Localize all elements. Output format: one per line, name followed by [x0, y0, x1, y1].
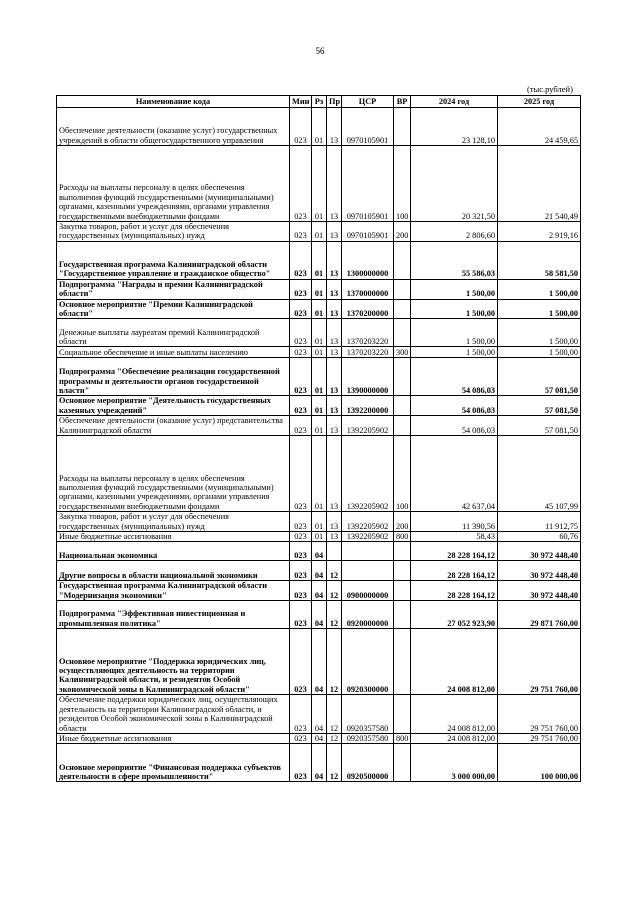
- row-name-cell: Основное мероприятие "Поддержка юридических лиц, осуществляющих деятельность на территории Калининградской области, и резидентов Особой экономической зоны в Калининградской области": [57, 629, 290, 695]
- page-number: 56: [315, 46, 325, 56]
- row-name-cell: Закупка товаров, работ и услуг для обеспечения государственных (муниципальных) нужд: [57, 222, 290, 242]
- row-rz-cell: 04: [312, 542, 327, 561]
- row-min-cell: 023: [290, 744, 312, 782]
- row-2024-cell: 1 500,00: [411, 347, 498, 358]
- row-csr-cell: 1370200000: [342, 299, 394, 319]
- row-rz-cell: 01: [312, 416, 327, 436]
- table-row: [57, 279, 581, 299]
- row-pr-cell: 13: [327, 319, 342, 347]
- row-min-cell: 023: [290, 222, 312, 242]
- row-rz-cell: 01: [312, 512, 327, 532]
- row-vr-cell: 200: [394, 512, 411, 532]
- row-rz-cell: 04: [312, 744, 327, 782]
- row-csr-cell: 0920000000: [342, 601, 394, 629]
- row-2024-cell: 58,43: [411, 532, 498, 542]
- table-row: [57, 358, 581, 396]
- row-min-cell: 023: [290, 279, 312, 299]
- row-name-cell: Подпрограмма "Эффективная инвестиционная и промышленная политика": [57, 601, 290, 629]
- row-vr-cell: 100: [394, 436, 411, 512]
- table-row: [57, 436, 581, 512]
- row-name-cell: Иные бюджетные ассигнования: [57, 733, 290, 743]
- row-rz-cell: 01: [312, 146, 327, 222]
- row-2025-cell: 1 500,00: [498, 319, 581, 347]
- row-2024-cell: 27 052 923,90: [411, 601, 498, 629]
- units-label: (тыс.рублей): [527, 84, 573, 94]
- row-2025-cell: 60,76: [498, 532, 581, 542]
- row-pr-cell: 13: [327, 241, 342, 279]
- row-2024-cell: 23 128,10: [411, 108, 498, 146]
- row-min-cell: 023: [290, 108, 312, 146]
- row-2024-cell: 42 637,04: [411, 436, 498, 512]
- row-name-cell: Государственная программа Калининградской области "Модернизация экономики": [57, 581, 290, 601]
- row-2025-cell: 24 459,65: [498, 108, 581, 146]
- row-2025-cell: 30 972 448,40: [498, 561, 581, 581]
- row-name-cell: Расходы на выплаты персоналу в целях обеспечения выполнения функций государственными (муниципальными) органами, казенными учреждениями, органами управления государственными внебюджетными фондами: [57, 146, 290, 222]
- row-csr-cell: 1370203220: [342, 319, 394, 347]
- row-2025-cell: 29 751 760,00: [498, 629, 581, 695]
- row-vr-cell: [394, 581, 411, 601]
- row-name-cell: Другие вопросы в области национальной экономики: [57, 561, 290, 581]
- row-min-cell: 023: [290, 241, 312, 279]
- row-vr-cell: [394, 744, 411, 782]
- row-min-cell: 023: [290, 299, 312, 319]
- row-rz-cell: 01: [312, 347, 327, 358]
- header-2024: 2024 год: [411, 96, 498, 108]
- row-min-cell: 023: [290, 396, 312, 416]
- row-2025-cell: 57 081,50: [498, 416, 581, 436]
- table-row: [57, 532, 581, 542]
- row-csr-cell: 0920500000: [342, 744, 394, 782]
- row-rz-cell: 04: [312, 629, 327, 695]
- table-header-row: [57, 96, 581, 108]
- table-row: [57, 733, 581, 743]
- row-rz-cell: 01: [312, 319, 327, 347]
- row-pr-cell: 13: [327, 347, 342, 358]
- row-rz-cell: 04: [312, 601, 327, 629]
- row-2025-cell: 45 107,99: [498, 436, 581, 512]
- row-pr-cell: [327, 542, 342, 561]
- row-min-cell: 023: [290, 695, 312, 734]
- row-pr-cell: 13: [327, 512, 342, 532]
- row-csr-cell: 0920300000: [342, 629, 394, 695]
- row-name-cell: Обеспечение поддержки юридических лиц, осуществляющих деятельность на территории Калининградской области, и резидентов Особой экономической зоны в Калининградской области: [57, 695, 290, 734]
- row-vr-cell: [394, 695, 411, 734]
- row-pr-cell: 13: [327, 222, 342, 242]
- row-2025-cell: 57 081,50: [498, 358, 581, 396]
- table-row: [57, 629, 581, 695]
- row-min-cell: 023: [290, 532, 312, 542]
- header-min: Мин: [290, 96, 312, 108]
- row-rz-cell: 01: [312, 358, 327, 396]
- row-pr-cell: 13: [327, 396, 342, 416]
- table-row: [57, 581, 581, 601]
- row-rz-cell: 01: [312, 279, 327, 299]
- row-2024-cell: 54 086,03: [411, 358, 498, 396]
- row-2024-cell: 28 228 164,12: [411, 542, 498, 561]
- row-csr-cell: 0970105901: [342, 222, 394, 242]
- row-vr-cell: 200: [394, 222, 411, 242]
- row-min-cell: 023: [290, 416, 312, 436]
- row-name-cell: Обеспечение деятельности (оказание услуг) представительства Калининградской области: [57, 416, 290, 436]
- row-pr-cell: 13: [327, 108, 342, 146]
- row-pr-cell: 12: [327, 695, 342, 734]
- row-min-cell: 023: [290, 146, 312, 222]
- row-min-cell: 023: [290, 581, 312, 601]
- row-2024-cell: 11 390,56: [411, 512, 498, 532]
- row-min-cell: 023: [290, 347, 312, 358]
- row-min-cell: 023: [290, 542, 312, 561]
- row-pr-cell: 13: [327, 279, 342, 299]
- row-vr-cell: 300: [394, 347, 411, 358]
- row-vr-cell: 800: [394, 532, 411, 542]
- row-2025-cell: 57 081,50: [498, 396, 581, 416]
- row-csr-cell: 1370000000: [342, 279, 394, 299]
- row-csr-cell: 1392205902: [342, 436, 394, 512]
- header-vr: ВР: [394, 96, 411, 108]
- table-row: [57, 561, 581, 581]
- row-vr-cell: [394, 396, 411, 416]
- row-csr-cell: 1392205902: [342, 416, 394, 436]
- row-csr-cell: 0920357580: [342, 695, 394, 734]
- budget-table: [56, 95, 581, 782]
- table-row: [57, 396, 581, 416]
- header-rz: Рз: [312, 96, 327, 108]
- row-csr-cell: 0970105901: [342, 108, 394, 146]
- row-csr-cell: [342, 561, 394, 581]
- row-2024-cell: 54 086,03: [411, 396, 498, 416]
- row-pr-cell: 13: [327, 436, 342, 512]
- table-row: [57, 222, 581, 242]
- row-min-cell: 023: [290, 436, 312, 512]
- row-2025-cell: 1 500,00: [498, 299, 581, 319]
- row-2024-cell: 24 008 812,00: [411, 733, 498, 743]
- row-vr-cell: [394, 108, 411, 146]
- row-name-cell: Подпрограмма "Награды и премии Калининградской области": [57, 279, 290, 299]
- table-row: [57, 542, 581, 561]
- row-pr-cell: 13: [327, 416, 342, 436]
- row-2024-cell: 1 500,00: [411, 319, 498, 347]
- row-vr-cell: [394, 358, 411, 396]
- row-csr-cell: 1390000000: [342, 358, 394, 396]
- row-pr-cell: 13: [327, 358, 342, 396]
- row-2024-cell: 3 000 000,00: [411, 744, 498, 782]
- row-rz-cell: 04: [312, 561, 327, 581]
- row-2024-cell: 28 228 164,12: [411, 581, 498, 601]
- row-rz-cell: 01: [312, 299, 327, 319]
- row-vr-cell: [394, 629, 411, 695]
- row-min-cell: 023: [290, 561, 312, 581]
- row-pr-cell: 12: [327, 601, 342, 629]
- table-row: [57, 512, 581, 532]
- row-2024-cell: 55 586,03: [411, 241, 498, 279]
- row-name-cell: Социальное обеспечение и иные выплаты населению: [57, 347, 290, 358]
- row-vr-cell: [394, 542, 411, 561]
- row-2024-cell: 24 008 812,00: [411, 695, 498, 734]
- table-row: [57, 744, 581, 782]
- row-name-cell: Денежные выплаты лауреатам премий Калининградской области: [57, 319, 290, 347]
- row-2025-cell: 30 972 448,40: [498, 581, 581, 601]
- row-rz-cell: 04: [312, 581, 327, 601]
- table-row: [57, 241, 581, 279]
- row-min-cell: 023: [290, 358, 312, 396]
- row-vr-cell: [394, 279, 411, 299]
- row-name-cell: Основное мероприятие "Финансовая поддержка субъектов деятельности в сфере промышленности": [57, 744, 290, 782]
- header-csr: ЦСР: [342, 96, 394, 108]
- row-2025-cell: 21 540,49: [498, 146, 581, 222]
- row-min-cell: 023: [290, 512, 312, 532]
- row-2025-cell: 1 500,00: [498, 279, 581, 299]
- table-row: [57, 601, 581, 629]
- row-pr-cell: 12: [327, 581, 342, 601]
- table-row: [57, 146, 581, 222]
- row-csr-cell: 0900000000: [342, 581, 394, 601]
- row-2025-cell: 100 000,00: [498, 744, 581, 782]
- row-2025-cell: 29 751 760,00: [498, 733, 581, 743]
- row-name-cell: Обеспечение деятельности (оказание услуг) государственных учреждений в области общегосударственного управления: [57, 108, 290, 146]
- row-csr-cell: 1370203220: [342, 347, 394, 358]
- row-name-cell: Расходы на выплаты персоналу в целях обеспечения выполнения функций государственными (муниципальными) органами, казенными учреждениями, органами управления государственными внебюджетными фондами: [57, 436, 290, 512]
- row-min-cell: 023: [290, 319, 312, 347]
- row-min-cell: 023: [290, 601, 312, 629]
- row-2024-cell: 1 500,00: [411, 279, 498, 299]
- row-vr-cell: 800: [394, 733, 411, 743]
- row-rz-cell: 01: [312, 396, 327, 416]
- row-name-cell: Основное мероприятие "Деятельность государственных казенных учреждений": [57, 396, 290, 416]
- row-name-cell: Национальная экономика: [57, 542, 290, 561]
- header-pr: Пр: [327, 96, 342, 108]
- row-name-cell: Иные бюджетные ассигнования: [57, 532, 290, 542]
- row-2024-cell: 1 500,00: [411, 299, 498, 319]
- row-2025-cell: 29 871 760,00: [498, 601, 581, 629]
- row-pr-cell: 12: [327, 561, 342, 581]
- row-rz-cell: 04: [312, 733, 327, 743]
- row-vr-cell: [394, 416, 411, 436]
- row-csr-cell: 1392205902: [342, 532, 394, 542]
- row-2025-cell: 11 912,75: [498, 512, 581, 532]
- table-row: [57, 695, 581, 734]
- row-2025-cell: 30 972 448,40: [498, 542, 581, 561]
- row-vr-cell: [394, 601, 411, 629]
- row-2024-cell: 28 228 164,12: [411, 561, 498, 581]
- row-rz-cell: 01: [312, 532, 327, 542]
- table-row: [57, 416, 581, 436]
- row-csr-cell: 0920357580: [342, 733, 394, 743]
- row-vr-cell: [394, 319, 411, 347]
- row-rz-cell: 01: [312, 108, 327, 146]
- row-rz-cell: 01: [312, 222, 327, 242]
- row-name-cell: Основное мероприятие "Премии Калининградской области": [57, 299, 290, 319]
- row-min-cell: 023: [290, 733, 312, 743]
- row-min-cell: 023: [290, 629, 312, 695]
- row-csr-cell: 1300000000: [342, 241, 394, 279]
- row-2025-cell: 1 500,00: [498, 347, 581, 358]
- row-name-cell: Подпрограмма "Обеспечение реализации государственной программы и деятельности органов государственной власти": [57, 358, 290, 396]
- row-rz-cell: 01: [312, 241, 327, 279]
- row-pr-cell: 13: [327, 146, 342, 222]
- row-rz-cell: 01: [312, 436, 327, 512]
- row-csr-cell: 0970105901: [342, 146, 394, 222]
- row-pr-cell: 12: [327, 744, 342, 782]
- row-csr-cell: [342, 542, 394, 561]
- table-row: [57, 347, 581, 358]
- row-name-cell: Государственная программа Калининградской области "Государственное управление и гражданское общество": [57, 241, 290, 279]
- row-vr-cell: [394, 241, 411, 279]
- row-2025-cell: 29 751 760,00: [498, 695, 581, 734]
- row-csr-cell: 1392200000: [342, 396, 394, 416]
- table-row: [57, 319, 581, 347]
- row-pr-cell: 13: [327, 532, 342, 542]
- row-2025-cell: 58 581,50: [498, 241, 581, 279]
- table-row: [57, 108, 581, 146]
- row-csr-cell: 1392205902: [342, 512, 394, 532]
- row-vr-cell: [394, 299, 411, 319]
- row-pr-cell: 13: [327, 299, 342, 319]
- row-2024-cell: 20 321,50: [411, 146, 498, 222]
- header-2025: 2025 год: [498, 96, 581, 108]
- row-vr-cell: 100: [394, 146, 411, 222]
- row-pr-cell: 12: [327, 629, 342, 695]
- row-2024-cell: 2 806,60: [411, 222, 498, 242]
- header-name: Наименование кода: [57, 96, 290, 108]
- row-name-cell: Закупка товаров, работ и услуг для обеспечения государственных (муниципальных) нужд: [57, 512, 290, 532]
- row-2024-cell: 54 086,03: [411, 416, 498, 436]
- row-pr-cell: 12: [327, 733, 342, 743]
- row-rz-cell: 04: [312, 695, 327, 734]
- row-2025-cell: 2 919,16: [498, 222, 581, 242]
- table-row: [57, 299, 581, 319]
- row-2024-cell: 24 008 812,00: [411, 629, 498, 695]
- row-vr-cell: [394, 561, 411, 581]
